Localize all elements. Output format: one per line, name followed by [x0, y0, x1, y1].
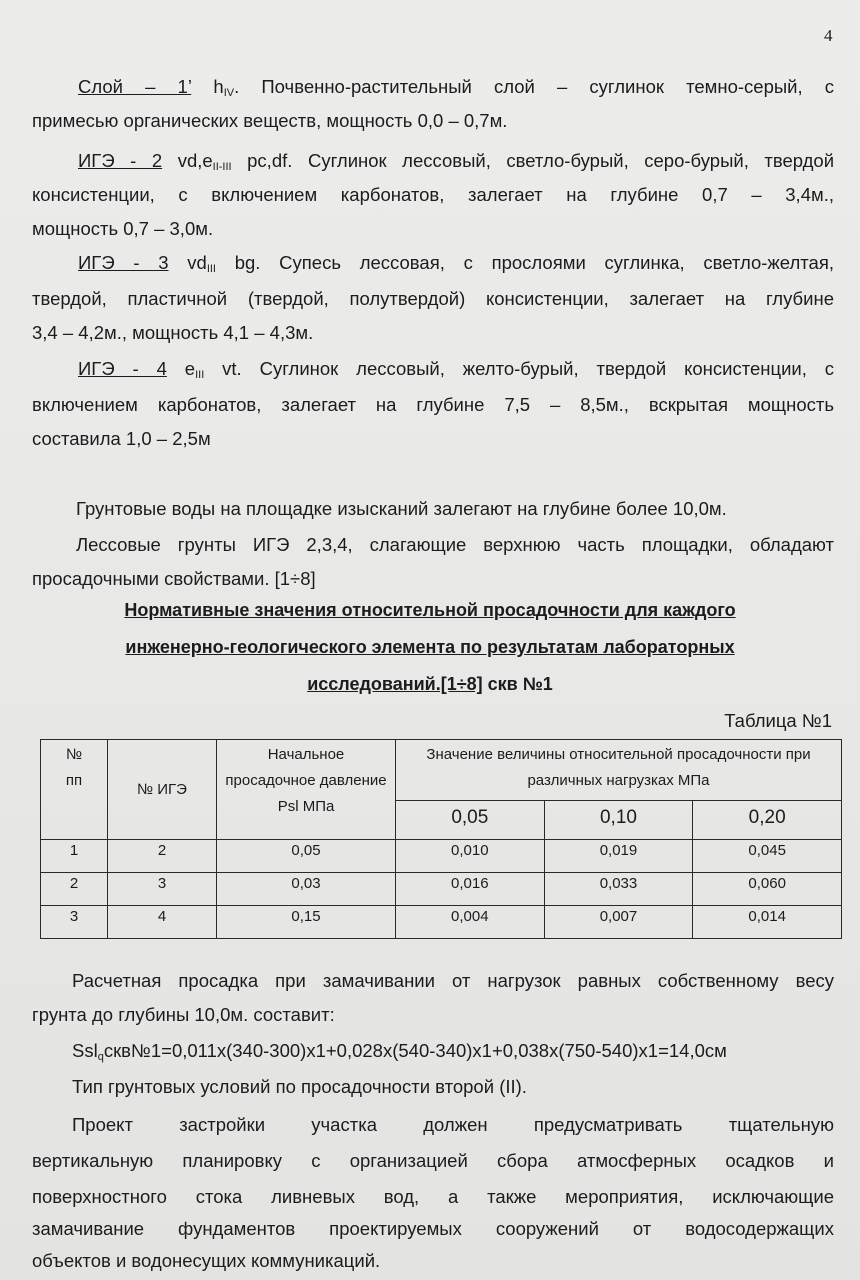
subsidence-table [40, 739, 842, 939]
project-line4: замачивание фундаментов проектируемых сооружений от водосодержащих [32, 1218, 834, 1239]
layer-2-paragraph [32, 144, 834, 178]
layer-3-line3: 3,4 – 4,2м., мощность 4,1 – 4,3м. [32, 322, 314, 343]
layer-2-code: $vd,e_{II-III}$ pc,df. [177, 150, 293, 173]
project-line3: поверхностного стока ливневых вод, а также мероприятия, исключающие [32, 1186, 834, 1207]
cell-v3: 0,045 [693, 840, 842, 873]
cell-num: 3 [41, 906, 108, 939]
layer-4-paragraph [32, 352, 834, 386]
soil-type: Тип грунтовых условий по просадочности второй (II). [72, 1076, 527, 1097]
groundwater-text: Грунтовые воды на площадке изысканий залегают на глубине более 10,0м. [76, 498, 727, 519]
header-load-3: 0,20 [693, 801, 842, 840]
cell-ige: 3 [108, 873, 217, 906]
cell-v2: 0,007 [544, 906, 693, 939]
cell-num: 1 [41, 840, 108, 873]
header-load-1: 0,05 [396, 801, 545, 840]
layer-3-text: Супесь лессовая, с прослоями суглинка, светло-желтая, [279, 252, 834, 273]
header-ige: № ИГЭ [108, 740, 217, 840]
layer-4-text: Суглинок лессовый, желто-бурый, твердой консистенции, с [259, 358, 835, 379]
layer-2-text: Суглинок лессовый, светло-бурый, серо-бурый, твердой [307, 150, 835, 171]
header-num: № пп [41, 740, 108, 840]
header-load-2: 0,10 [544, 801, 693, 840]
table-row [41, 906, 842, 939]
header-pressure: Начальное просадочное давление Psl МПа [217, 740, 396, 840]
layer-1-code: $h_{IV}$. [213, 76, 240, 99]
cell-v3: 0,060 [693, 873, 842, 906]
calc-line1: Расчетная просадка при замачивании от нагрузок равных собственному весу [72, 970, 834, 991]
formula: Ssl$_q$скв№1=0,011х(340-300)х1+0,028х(540-340)х1+0,038х(750-540)х1=14,0см [72, 1040, 727, 1063]
cell-ige: 2 [108, 840, 217, 873]
cell-num: 2 [41, 873, 108, 906]
layer-1-name: Слой – 1’ [78, 76, 192, 97]
cell-psl: 0,15 [217, 906, 396, 939]
layer-4-line3: составила 1,0 – 2,5м [32, 428, 211, 449]
layer-4-code: $e_{III}$ vt. [184, 358, 242, 381]
cell-psl: 0,03 [217, 873, 396, 906]
cell-v2: 0,019 [544, 840, 693, 873]
loess-line1: Лессовые грунты ИГЭ 2,3,4, слагающие верхнюю часть площадки, обладают [76, 534, 834, 555]
layer-2-line3: мощность 0,7 – 3,0м. [32, 218, 214, 239]
layer-4-name: ИГЭ - 4 [78, 358, 167, 379]
layer-3-line2: твердой, пластичной (твердой, полутвердой) консистенции, залегает на глубине [32, 288, 834, 309]
table-row [41, 873, 842, 906]
cell-psl: 0,05 [217, 840, 396, 873]
layer-2-line2: консистенции, с включением карбонатов, залегает на глубине 0,7 – 3,4м., [32, 184, 834, 205]
calc-line2: грунта до глубины 10,0м. составит: [32, 1004, 335, 1025]
page-number: 4 [824, 26, 833, 45]
project-line1: Проект застройки участка должен предусматривать тщательную [72, 1114, 834, 1135]
cell-ige: 4 [108, 906, 217, 939]
header-values: Значение величины относительной просадочности при различных нагрузках МПа [396, 740, 842, 801]
layer-3-name: ИГЭ - 3 [78, 252, 169, 273]
table-heading-line1: Нормативные значения относительной просадочности для каждого [124, 600, 736, 620]
loess-line2: просадочными свойствами. [1÷8] [32, 568, 316, 589]
layer-3-code: $vd_{III}$ bg. [187, 252, 261, 275]
layer-1-line2: примесью органических веществ, мощность 0,0 – 0,7м. [32, 110, 508, 131]
project-line5: объектов и водонесущих коммуникаций. [32, 1250, 381, 1271]
layer-4-line2: включением карбонатов, залегает на глубине 7,5 – 8,5м., вскрытая мощность [32, 394, 834, 415]
cell-v1: 0,004 [396, 906, 545, 939]
cell-v2: 0,033 [544, 873, 693, 906]
layer-2-name: ИГЭ - 2 [78, 150, 163, 171]
cell-v3: 0,014 [693, 906, 842, 939]
cell-v1: 0,016 [396, 873, 545, 906]
table-row [41, 840, 842, 873]
table-heading-line3: исследований.[1÷8] скв №1 [307, 674, 553, 694]
table-caption: Таблица №1 [724, 710, 832, 731]
table-heading-line2: инженерно-геологического элемента по результатам лабораторных [125, 637, 735, 657]
project-line2: вертикальную планировку с организацией сбора атмосферных осадков и [32, 1150, 834, 1171]
layer-1-text: Почвенно-растительный слой – суглинок темно-серый, с [261, 76, 835, 97]
cell-v1: 0,010 [396, 840, 545, 873]
layer-1-paragraph [32, 70, 834, 104]
layer-3-paragraph [32, 246, 834, 280]
